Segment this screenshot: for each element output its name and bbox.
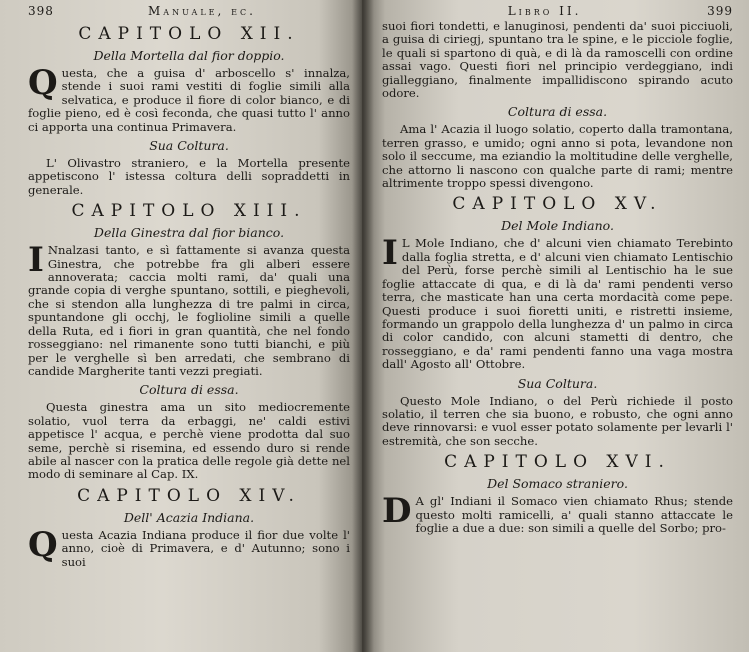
- chapter-xv-body: I L Mole Indiano, che d' alcuni vien chiamato Terebinto dalla foglia stretta, e d' alcuni vien chiamato Lentischio del Perù, forse perchè simili al Lentischio ha le sue foglie attaccate di qua, e di là da' rami pendenti verso terra, che masticate han una certa mordacità come pepe. Questi produce i suoi fioretti uniti, e ristretti insieme, formando un grappolo della lunghezza d' un palmo in circa di color candido, con alcuni stametti di dentro, che rosseggiano, e da' rami pendenti fanno una vaga mostra dall' Agosto all' Ottobre.: [382, 233, 733, 372]
- running-title-left: Manuale, ec.: [148, 4, 256, 18]
- right-page: [362, 0, 749, 652]
- drop-cap: Q: [28, 524, 58, 565]
- chapter-heading-xv: CAPITOLO XV.: [452, 194, 663, 215]
- chapter-subtitle-xv: Del Mole Indiano.: [501, 218, 614, 234]
- chapter-heading-xiii: CAPITOLO XIII.: [71, 201, 307, 222]
- page-number-right: 399: [707, 4, 733, 18]
- culture-heading-xii: Sua Coltura.: [149, 138, 229, 154]
- culture-heading-xv: Sua Coltura.: [517, 375, 598, 391]
- running-title-right: Libro II.: [507, 4, 582, 18]
- culture-body-xiv: Ama l' Acazia il luogo solatio, coperto dalla tramontana, terren grasso, e umido; ogni anno si pota, levandone non solo il seccume, ma eziandio la moltitudine delle verghelle, che attorno li nascono con qualche parte di rami; mentre altrimente troppo spessi divengono.: [382, 122, 733, 191]
- continued-text: suoi fiori tondetti, e lanuginosi, pendenti da' suoi picciuoli, a guisa di ciriegj, spuntano tra le spine, e le picciole foglie, le quali si spartono di quà, e di là da ramoscelli con ordine assai vago. Questi fiori nel principio verdeggiano, indi gialleggiano, finalmente impallidiscono spirando acuto odore.: [382, 19, 733, 101]
- chapter-heading-xiv: CAPITOLO XIV.: [77, 485, 301, 506]
- chapter-heading-xvi: CAPITOLO XVI.: [444, 452, 671, 473]
- chapter-xiii-body: I Nnalzasi tanto, e sì fattamente si avanza questa Ginestra, che potrebbe fra gli alberi essere annoverata; caccia molti rami, da' quali una grande copia di verghe spuntano, sottili, e pieghevoli, che si stendon alla lunghezza di tre palmi in circa, spuntandone gli occhj, le foglioline simili a quelle della Ruta, ed i fiori in gran quantità, che nel fondo rosseggiano: nel rimanente sono tutti bianchi, e più per le verghelle sì ben arredati, che sembrano di candide Margherite tanti vezzi pregiati.: [28, 240, 350, 378]
- left-page: [0, 0, 362, 652]
- chapter-subtitle-xiv: Dell' Acazia Indiana.: [123, 509, 255, 525]
- culture-heading-xiv: Coltura di essa.: [507, 104, 608, 120]
- chapter-xiv-body: Questa Acazia Indiana produce il fior due volte l' anno, cioè di Primavera, e d' Autunno; sono i suoi: [28, 524, 350, 569]
- drop-cap: Q: [28, 63, 58, 103]
- drop-cap: I: [28, 240, 44, 281]
- chapter-xii-body: Questa, che a guisa d' arboscello s' innalza, stende i suoi rami vestiti di foglie simili alla selvatica, e produce il fiore di color bianco, e di foglie pieno, ed è così feconda, che quasi tutto l' anno ci apporta una continua Primavera.: [28, 63, 350, 134]
- culture-body-xv: Questo Mole Indiano, o del Perù richiede il posto solatio, il terren che sia buono, e robusto, che ogni anno deve rinnovarsi: e vuol esser potato solamente per levarli l' estremità, che son secche.: [382, 393, 733, 448]
- chapter-subtitle-xvi: Del Somaco straniero.: [487, 476, 628, 492]
- culture-body-xii: L' Olivastro straniero, e la Mortella presente appetiscono l' istessa coltura delli sopraddetti in generale.: [28, 156, 350, 197]
- culture-heading-xiii: Coltura di essa.: [139, 382, 239, 398]
- running-head-right: [382, 4, 733, 20]
- chapter-xvi-body: D A gl' Indiani il Somaco vien chiamato Rhus; stende questo molti ramicelli, a' quali stanno attaccate le foglie a due a due: son simili a quelle del Sorbo; pro-: [382, 491, 733, 535]
- drop-cap: I: [382, 233, 398, 274]
- culture-body-xiii: Questa ginestra ama un sito mediocremente solatio, vuol terra da erbaggi, ne' caldi estivi appetisce l' acqua, e perchè viene prodotta dal suo seme, perchè si risemina, ed essendo duro si rende abile al nascer con la pratica delle regole già dette nel modo di seminare al Cap. IX.: [28, 400, 350, 482]
- page-number-left: 398: [28, 4, 54, 18]
- book-gutter: [352, 0, 374, 652]
- running-head-left: [28, 4, 350, 20]
- chapter-heading-xii: CAPITOLO XII.: [78, 24, 300, 44]
- chapter-subtitle-xiii: Della Ginestra dal fior bianco.: [93, 225, 285, 241]
- drop-cap: D: [382, 491, 412, 532]
- chapter-subtitle-xii: Della Mortella dal fior doppio.: [93, 48, 285, 63]
